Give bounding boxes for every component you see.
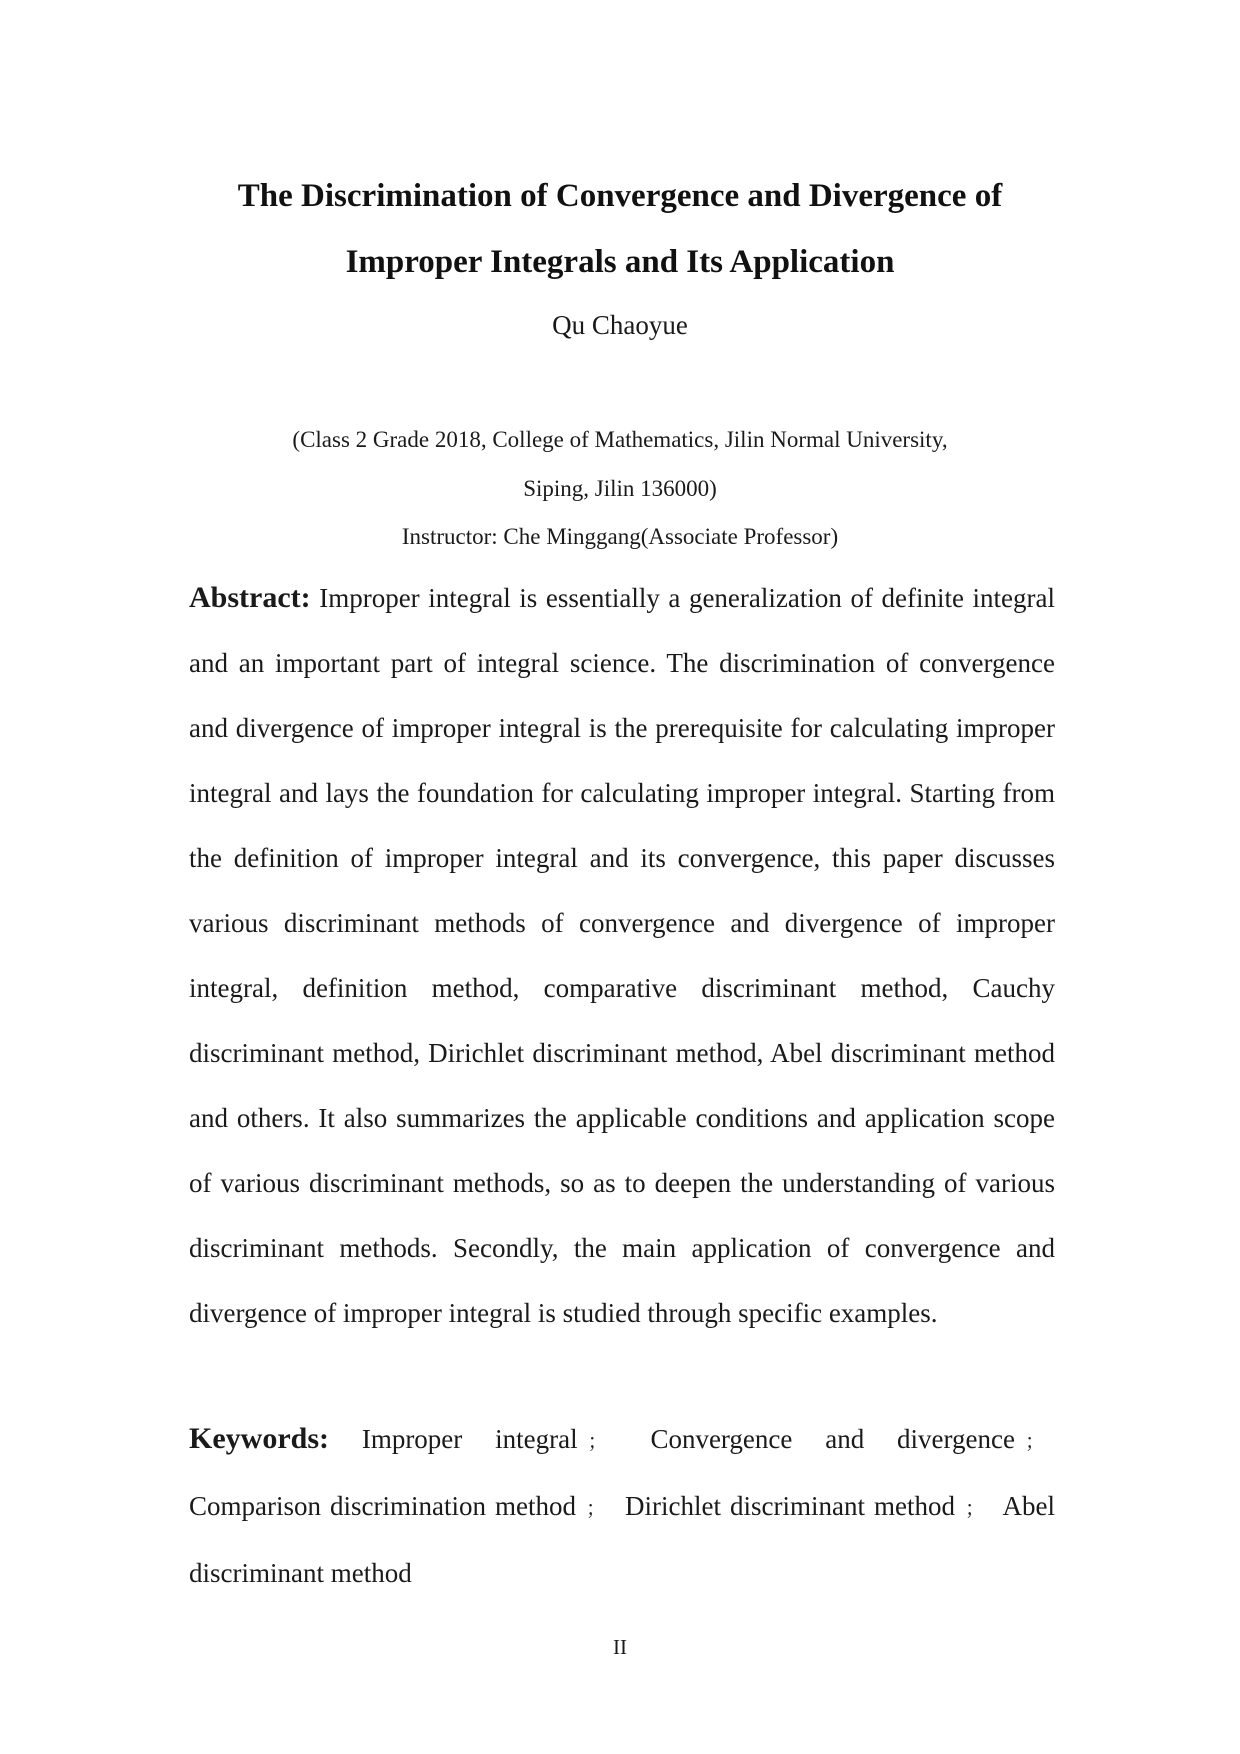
keyword-item: Abel discriminant method (189, 1491, 1055, 1588)
affiliation-line-1: (Class 2 Grade 2018, College of Mathematics, Jilin Normal University, (292, 427, 948, 452)
keyword-separator: ； (1025, 1429, 1045, 1453)
instructor-line: Instructor: Che Minggang(Associate Professor) (401, 524, 839, 549)
keyword-item: Dirichlet discriminant method (625, 1491, 955, 1521)
page-number: II (613, 1635, 627, 1659)
paper-title-line-2: Improper Integrals and Its Application (345, 244, 895, 280)
keyword-separator: ； (964, 1496, 985, 1520)
keyword-separator: ； (587, 1429, 608, 1453)
abstract-text: Improper integral is essentially a generalization of definite integral and an important part of integral science. The discrimination of convergence and divergence of improper integral is the prerequisite for calculating improper integral and lays the foundation for calculating improper integral. Starting from the definition of improper integral and its convergence, this paper discusses various discriminant methods of convergence and divergence of improper integral, definition method, comparative discriminant method, Cauchy discriminant method, Dirichlet discriminant method, Abel discriminant method and others. It also summarizes the applicable conditions and application scope of various discriminant methods, so as to deepen the understanding of various discriminant methods. Secondly, the main application of convergence and divergence of improper integral is studied through specific examples. (189, 583, 1055, 1328)
keyword-item: Improper integral (361, 1424, 578, 1454)
keyword-separator: ； (586, 1496, 606, 1520)
author-name: Qu Chaoyue (552, 310, 688, 340)
abstract-paragraph (189, 565, 1055, 1346)
keywords-paragraph (189, 1406, 1055, 1606)
keyword-item: Comparison discrimination method (189, 1491, 576, 1521)
keyword-item: Convergence and divergence (650, 1424, 1015, 1454)
affiliation-line-2: Siping, Jilin 136000) (523, 476, 717, 501)
abstract-label: Abstract: (189, 581, 311, 614)
keywords-label: Keywords: (189, 1422, 329, 1455)
paper-title-line-1: The Discrimination of Convergence and Divergence of (237, 178, 1003, 214)
